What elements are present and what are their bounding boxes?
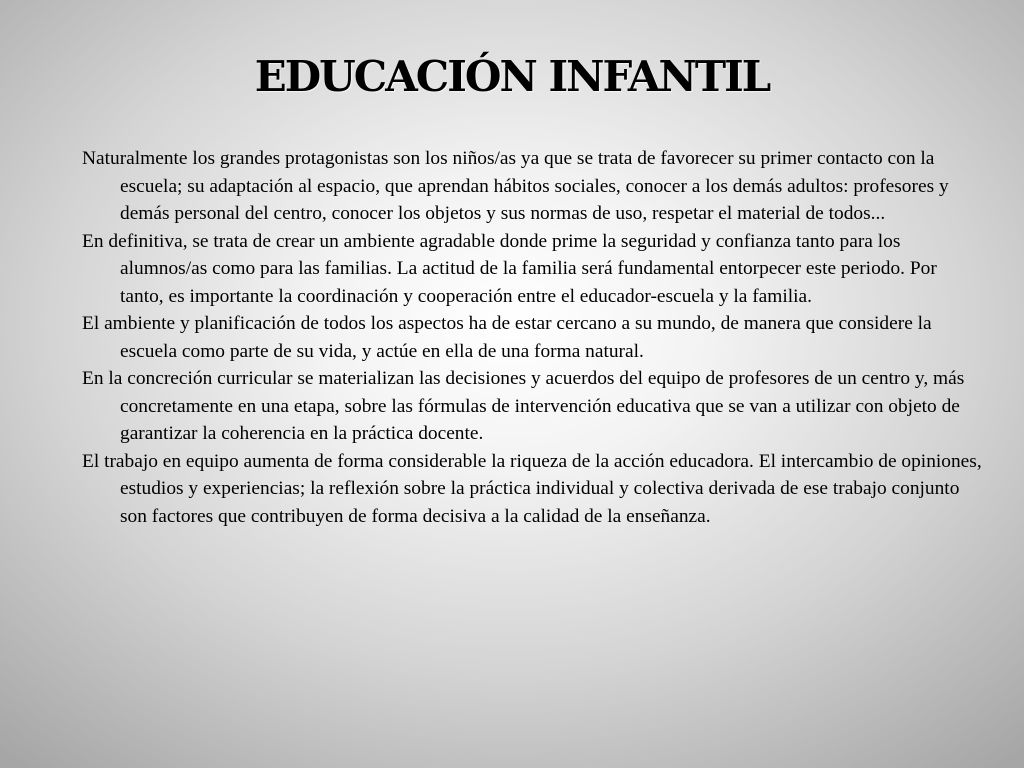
paragraph: En la concreción curricular se materializan las decisiones y acuerdos del equipo de profesores de un centro y, más concretamente en una etapa, sobre las fórmulas de intervención educativa que se van a utilizar con objeto de garantizar la coherencia en la práctica docente. xyxy=(82,368,965,444)
paragraph: En definitiva, se trata de crear un ambiente agradable donde prime la seguridad y confianza tanto para los alumnos/as como para las familias. La actitud de la familia será fundamental entorpecer este periodo. Por tanto, es importante la coordinación y cooperación entre el educador-escuela y la familia. xyxy=(82,230,937,307)
slide-title: EDUCACIÓN INFANTIL xyxy=(254,52,770,101)
paragraph: El ambiente y planificación de todos los aspectos ha de estar cercano a su mundo, de manera que considere la escuela como parte de su vida, y actúe en ella de una forma natural. xyxy=(82,313,932,362)
slide-body xyxy=(82,145,982,530)
paragraph: El trabajo en equipo aumenta de forma considerable la riqueza de la acción educadora. El intercambio de opiniones, estudios y experiencias; la reflexión sobre la práctica individual y colectiva derivada de ese trabajo conjunto son factores que contribuyen de forma decisiva a la calidad de la enseñanza. xyxy=(82,450,982,527)
paragraph: Naturalmente los grandes protagonistas son los niños/as ya que se trata de favorecer su primer contacto con la escuela; su adaptación al espacio, que aprendan hábitos sociales, conocer a los demás adultos: profesores y demás personal del centro, conocer los objetos y sus normas de uso, respetar el material de todos... xyxy=(82,148,949,224)
